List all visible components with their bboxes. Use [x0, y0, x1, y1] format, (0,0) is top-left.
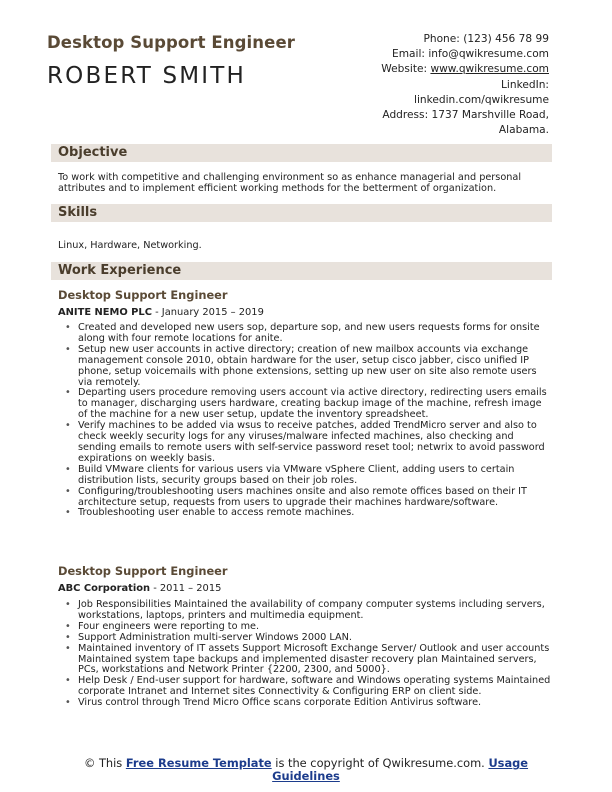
free-resume-template-link[interactable]: Free Resume Template: [125, 756, 272, 770]
list-item: • Help Desk / End-user support for hardware, software and Windows operating systems Maintained corporate Intranet and Internet sites Connectivity & Configuring ERP on client side.: [62, 676, 552, 698]
job-responsibilities-list: [62, 600, 552, 709]
contact-linkedin-value: linkedin.com/qwikresume: [414, 93, 549, 106]
list-item: • Departing users procedure removing users account via active directory, redirecting users emails to manager, discharging users hardware, creating backup image of the machine, refresh image of the machine for a new user setup, update the inventory spreadsheet.: [62, 388, 552, 421]
list-item: • Build VMware clients for various users via VMware vSphere Client, adding users to certain distribution lists, security groups based on their job roles.: [62, 465, 552, 487]
resume-role-title: Desktop Support Engineer: [47, 33, 295, 52]
skills-text: Linux, Hardware, Networking.: [58, 240, 202, 251]
list-item: • Troubleshooting user enable to access remote machines.: [62, 508, 552, 519]
list-item: • Job Responsibilities Maintained the availability of company computer systems including servers, workstations, laptops, printers and multimedia equipment.: [62, 600, 552, 622]
skills-section-header: [51, 204, 552, 222]
footer-prefix: © This: [83, 756, 126, 770]
list-item: • Four engineers were reporting to me.: [62, 622, 552, 633]
list-item: • Support Administration multi-server Windows 2000 LAN.: [62, 633, 552, 644]
usage-guidelines-link-part2[interactable]: Guidelines: [272, 769, 340, 784]
candidate-name: ROBERT SMITH: [47, 63, 247, 89]
list-item: • Verify machines to be added via wsus to receive patches, added TrendMicro server and also to check weekly security logs for any viruses/malware infected machines, also checking and sending emails to remote users with self-service password reset tool; netwrix to avoid password expirations on weekly basis.: [62, 421, 552, 465]
website-label: Website:: [381, 63, 431, 76]
objective-section-header: [51, 144, 552, 162]
job-title: Desktop Support Engineer: [58, 564, 228, 578]
company-name: ANITE NEMO PLC: [58, 307, 152, 318]
contact-block: [289, 32, 549, 138]
job-dates: - 2011 – 2015: [150, 583, 222, 594]
work-experience-section-header: [51, 262, 552, 280]
skills-heading: Skills: [58, 205, 98, 220]
job-dates: - January 2015 – 2019: [151, 307, 264, 318]
contact-email: Email: info@qwikresume.com: [392, 48, 549, 61]
website-link[interactable]: www.qwikresume.com: [430, 63, 549, 76]
objective-heading: Objective: [58, 145, 128, 160]
usage-guidelines-link-part1[interactable]: Usage: [488, 756, 529, 770]
list-item: • Virus control through Trend Micro Office scans corporate Edition Antivirus software.: [62, 698, 552, 709]
list-item: • Created and developed new users sop, departure sop, and new users requests forms for onsite along with four remote locations for anite.: [62, 323, 552, 345]
job-responsibilities-list: [62, 323, 552, 519]
job-title: Desktop Support Engineer: [58, 288, 228, 302]
company-name: ABC Corporation: [58, 583, 151, 594]
contact-website: [289, 62, 549, 77]
list-item: • Maintained inventory of IT assets Support Microsoft Exchange Server/ Outlook and user accounts Maintained system tape backups and implemented disaster recovery plan Maintained servers, PCs, workstations and Network Printer {2200, 2300, and 5000}.: [62, 644, 552, 677]
job-company-line: [58, 307, 264, 318]
job-company-line: [58, 583, 221, 594]
contact-phone: Phone: (123) 456 78 99: [423, 33, 549, 45]
objective-text: To work with competitive and challenging environment so as enhance managerial and personal attributes and to implement efficient working methods for the betterment of organization.: [58, 172, 522, 195]
copyright-footer: [51, 757, 561, 784]
contact-address-line1: Address: 1737 Marshville Road,: [382, 109, 549, 122]
work-experience-heading: Work Experience: [58, 263, 182, 278]
contact-linkedin-label: LinkedIn:: [501, 78, 549, 91]
contact-address-line2: Alabama.: [498, 124, 549, 137]
list-item: • Configuring/troubleshooting users machines onsite and also remote offices based on their IT architecture setup, requests from users to upgrade their machines hardware/software.: [62, 487, 552, 509]
footer-middle: is the copyright of Qwikresume.com.: [271, 756, 489, 770]
list-item: • Setup new user accounts in active directory; creation of new mailbox accounts via exchange management console 2010, obtain hardware for the user, setup cisco jabber, cisco unified IP phone, setup voicemails with phone extensions, setting up new user on site also remote users via remotely.: [62, 345, 552, 389]
